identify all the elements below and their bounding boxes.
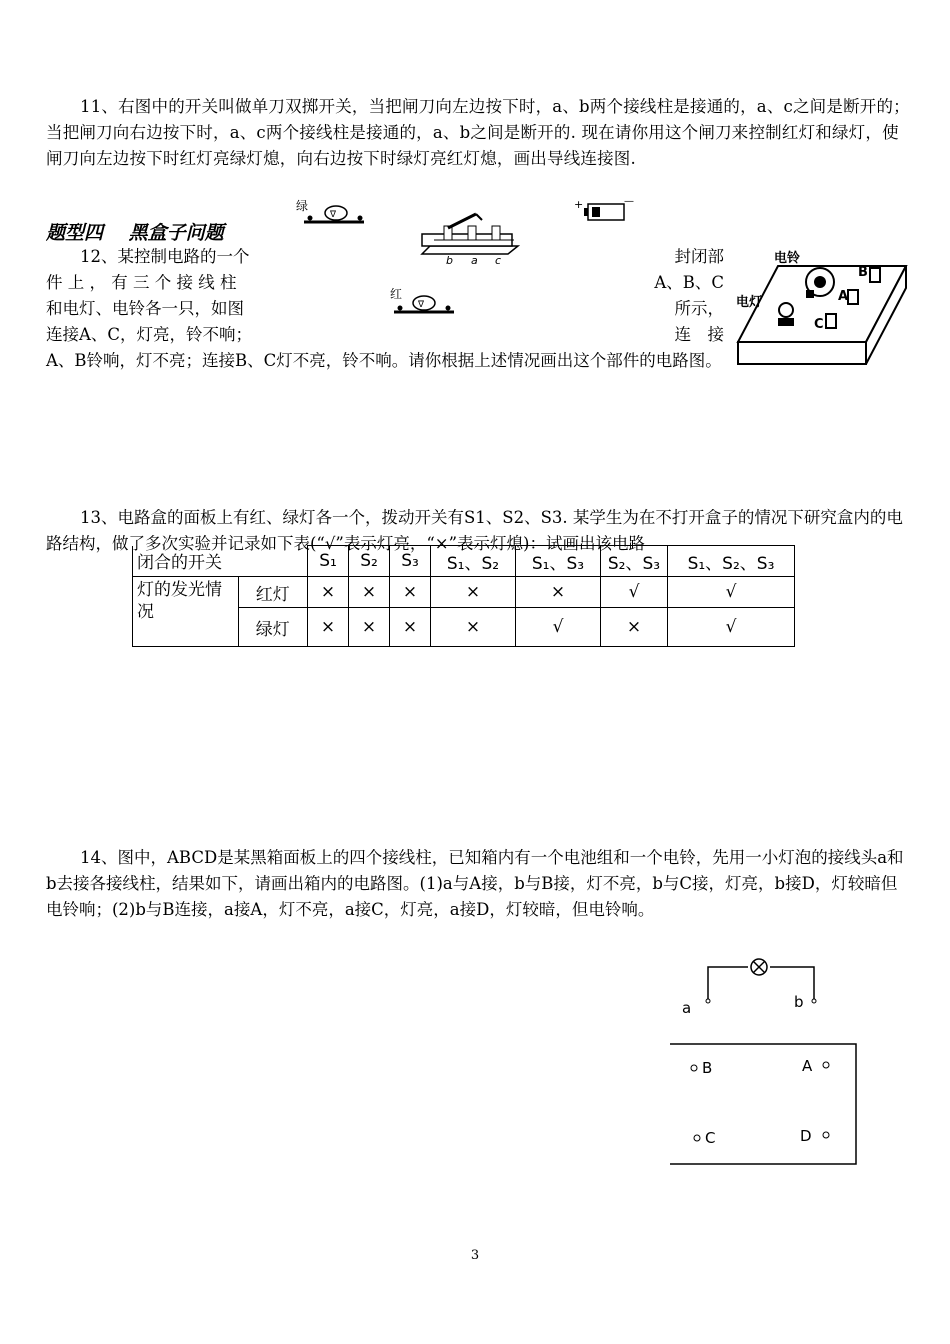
table-cell: ×	[516, 577, 601, 608]
row-label-green: 绿灯	[238, 608, 307, 647]
col-header: S₂、S₃	[601, 546, 668, 577]
battery-minus-label: —	[624, 196, 634, 207]
col-header: S₁、S₃	[516, 546, 601, 577]
table-cell: ×	[431, 608, 516, 647]
table-cell: ×	[308, 577, 349, 608]
table-cell: ×	[349, 608, 390, 647]
terminal-B-post	[870, 268, 880, 282]
table-cell: ×	[308, 608, 349, 647]
terminal-B-dot	[691, 1065, 697, 1071]
lamp-label: 电灯	[736, 295, 763, 310]
terminal-D-label: D	[800, 1127, 812, 1145]
row-label-red: 红灯	[238, 577, 307, 608]
question-12-text	[46, 244, 724, 374]
probe-b-label: b	[794, 993, 804, 1011]
col-header: S₂	[349, 546, 390, 577]
battery-plus-label: +	[574, 198, 584, 211]
row-group-label: 灯的发光情况	[133, 577, 239, 647]
terminal-B-label: B	[702, 1059, 713, 1077]
q12-line-4: 连接A、C，灯亮，铃不响； 连 接	[46, 325, 724, 344]
experiment-table	[132, 545, 795, 647]
table-cell: ×	[431, 577, 516, 608]
col-header: S₁、S₂	[431, 546, 516, 577]
page-number: 3	[470, 1248, 480, 1263]
svg-text:∇: ∇	[418, 300, 425, 310]
probe-lamp-circuit	[682, 959, 816, 1017]
table-cell: ×	[390, 608, 431, 647]
table-cell: √	[516, 608, 601, 647]
terminal-D-dot	[823, 1132, 829, 1138]
q12-line-3: 和电灯、电铃各一只，如图 所示，	[46, 299, 724, 318]
terminal-A-label: A	[802, 1057, 813, 1075]
terminal-A-dot	[823, 1062, 829, 1068]
table-cell: √	[601, 577, 668, 608]
col-header: S₃	[390, 546, 431, 577]
lamp-symbol-icon	[751, 959, 767, 975]
table-header-row	[133, 546, 795, 577]
q14-figure	[670, 955, 870, 1175]
terminal-A-post	[848, 290, 858, 304]
question-13-text: 13、电路盒的面板上有红、绿灯各一个，拨动开关有S1、S2、S3. 某学生为在不打开盒子的情况下研究盒内的电路结构，做了多次实验并记录如下表(“√”表示灯亮，“×”表示灯熄)：试画出该电路	[46, 508, 903, 553]
col-header: S₁	[308, 546, 349, 577]
q12-tail: A、B铃响，灯不亮；连接B、C灯不亮，铃不响。请你根据上述情况画出这个部件的电路图。	[46, 351, 722, 370]
black-box-figure	[730, 244, 910, 372]
terminal-C-dot	[694, 1135, 700, 1141]
q12-line-2: 件 上 ， 有 三 个 接 线 柱 A、B、C	[46, 273, 724, 292]
green-lamp-label: 绿	[296, 199, 309, 213]
table-cell: ×	[349, 577, 390, 608]
table-cell: √	[668, 608, 795, 647]
red-lamp-label: 红	[390, 287, 403, 301]
table-cell: ×	[601, 608, 668, 647]
probe-a-label: a	[682, 999, 692, 1017]
terminal-a-label: a	[471, 254, 478, 267]
terminal-c-label: c	[495, 254, 502, 267]
terminal-B-label: B	[858, 265, 868, 280]
question-11-text: 11、右图中的开关叫做单刀双掷开关，当把闸刀向左边按下时，a、b两个接线柱是接通的，a、c之间是断开的；当把闸刀向右边按下时，a、c两个接线柱是接通的，a、b之间是断开的. 现在请你用这个闸刀来控制红灯和绿灯，使闸刀向左边按下时红灯亮绿灯熄，向右边按下时绿灯亮红灯熄，画出导线连接图.	[46, 97, 910, 168]
col-header: S₁、S₂、S₃	[668, 546, 795, 577]
terminal-C-label: C	[705, 1129, 716, 1147]
terminal-b-label: b	[446, 254, 453, 267]
svg-text:∇: ∇	[330, 210, 337, 220]
terminal-A-label: A	[838, 289, 849, 304]
table-row-red	[133, 577, 795, 608]
lamp-icon	[778, 303, 794, 326]
section-title: 题型四 黑盒子问题	[46, 222, 224, 244]
terminal-C-post	[826, 314, 836, 328]
battery-icon	[574, 196, 634, 220]
black-box-panel	[670, 1044, 856, 1164]
bell-label: 电铃	[774, 251, 801, 266]
question-14-text: 14、图中，ABCD是某黑箱面板上的四个接线柱，已知箱内有一个电池组和一个电铃，先用一小灯泡的接线头a和b去接各接线柱，结果如下，请画出箱内的电路图。(1)a与A接，b与B接，灯不亮，b与C接，灯亮，b接D，灯较暗但电铃响；(2)b与B连接，a接A，灯不亮，a接C，灯亮，a接D，灯较暗，但电铃响。	[46, 848, 904, 919]
table-cell: ×	[390, 577, 431, 608]
table-header-label: 闭合的开关	[133, 546, 308, 577]
green-lamp-icon	[304, 206, 364, 222]
q12-line-1: 12、某控制电路的一个 封闭部	[80, 247, 724, 266]
table-cell: √	[668, 577, 795, 608]
terminal-C-label: C	[814, 317, 824, 332]
